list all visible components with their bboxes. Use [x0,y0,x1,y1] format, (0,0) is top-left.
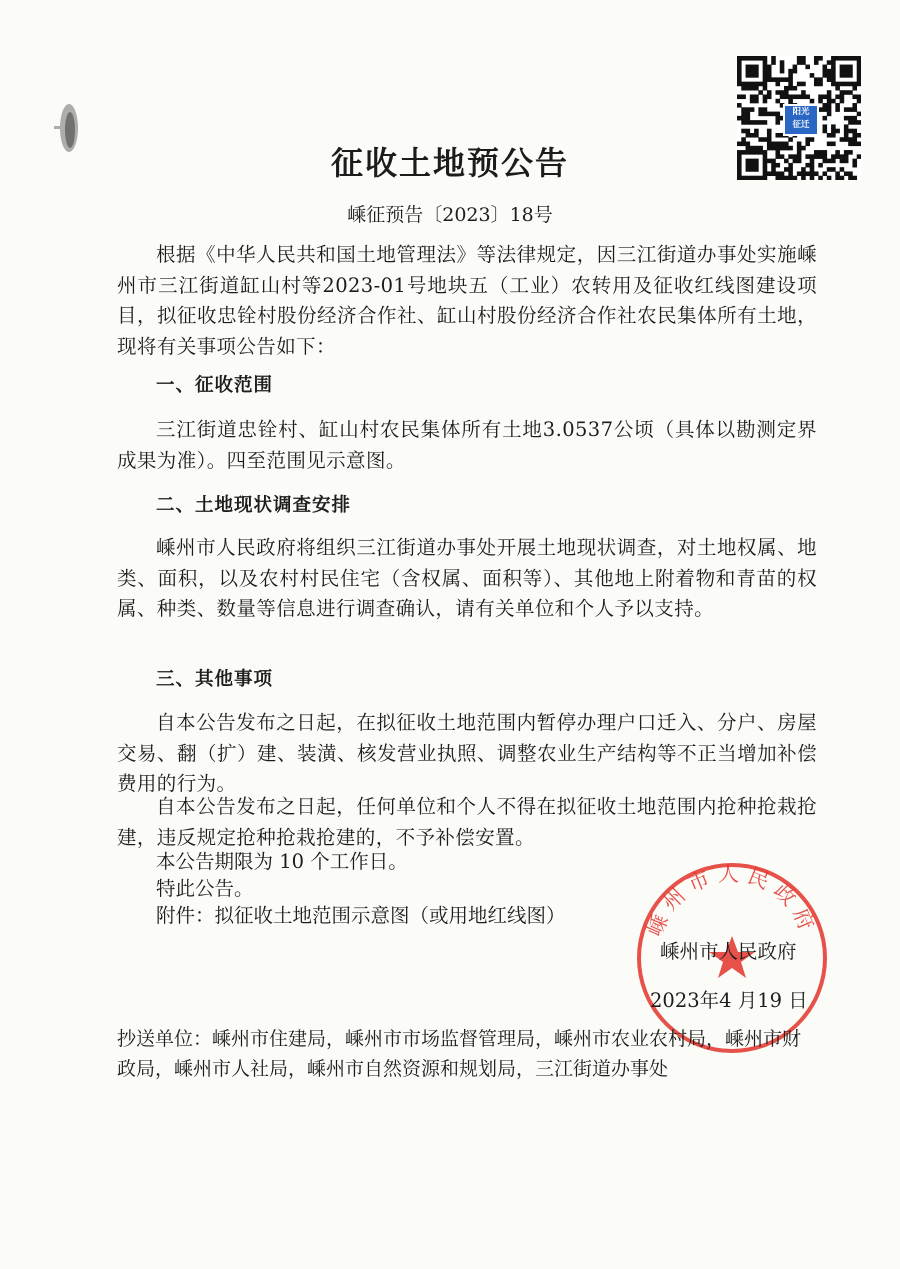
section-body-2: 嵊州市人民政府将组织三江街道办事处开展土地现状调查，对土地权属、地类、面积，以及农村村民住宅（含权属、面积等）、其他地上附着物和青苗的权属、种类、数量等信息进行调查确认，请有关单位和个人予以支持。 [117,536,817,620]
qr-badge [783,104,819,136]
intro-paragraph: 根据《中华人民共和国土地管理法》等法律规定，因三江街道办事处实施嵊州市三江街道缸山村等2023-01号地块五（工业）农转用及征收红线图建设项目，拟征收忠铨村股份经济合作社、缸山村股份经济合作社农民集体所有土地，现将有关事项公告如下： [117,243,817,358]
section-heading-3: 三、其他事项 [156,669,274,690]
svg-text:嵊州市人民政府: 嵊州市人民政府 [642,862,822,940]
cc-list: 抄送单位：嵊州市住建局，嵊州市市场监督管理局，嵊州市农业农村局，嵊州市财政局，嵊州市人社局，嵊州市自然资源和规划局，三江街道办事处 [117,1028,802,1080]
closing-line: 特此公告。 [156,877,254,900]
section-body-3: 自本公告发布之日起，在拟征收土地范围内暂停办理户口迁入、分户、房屋交易、翻（扩）建、装潢、核发营业执照、调整农业生产结构等不正当增加补偿费用的行为。 [117,711,817,795]
period-line: 本公告期限为 10 个工作日。 [156,850,408,873]
document-title: 征收土地预公告 [330,144,569,182]
qr-badge-line2: 征迁 [792,120,810,130]
qr-badge-line1: 阳光 [792,107,810,117]
attachment-line: 附件：拟征收土地范围示意图（或用地红线图） [156,904,566,927]
issue-date: 2023年4 月19 日 [650,989,808,1012]
document-number: 嵊征预告〔2023〕18号 [347,204,553,226]
section-heading-2: 二、土地现状调查安排 [156,495,352,516]
section-heading-1: 一、征收范围 [156,375,274,396]
issuer-name: 嵊州市人民政府 [660,940,797,963]
no-rush-paragraph: 自本公告发布之日起，任何单位和个人不得在拟征收土地范围内抢种抢栽抢建，违反规定抢种抢栽抢建的，不予补偿安置。 [117,795,817,849]
section-body-1: 三江街道忠铨村、缸山村农民集体所有土地3.0537公顷（具体以勘测定界成果为准）。四至范围见示意图。 [117,418,817,472]
